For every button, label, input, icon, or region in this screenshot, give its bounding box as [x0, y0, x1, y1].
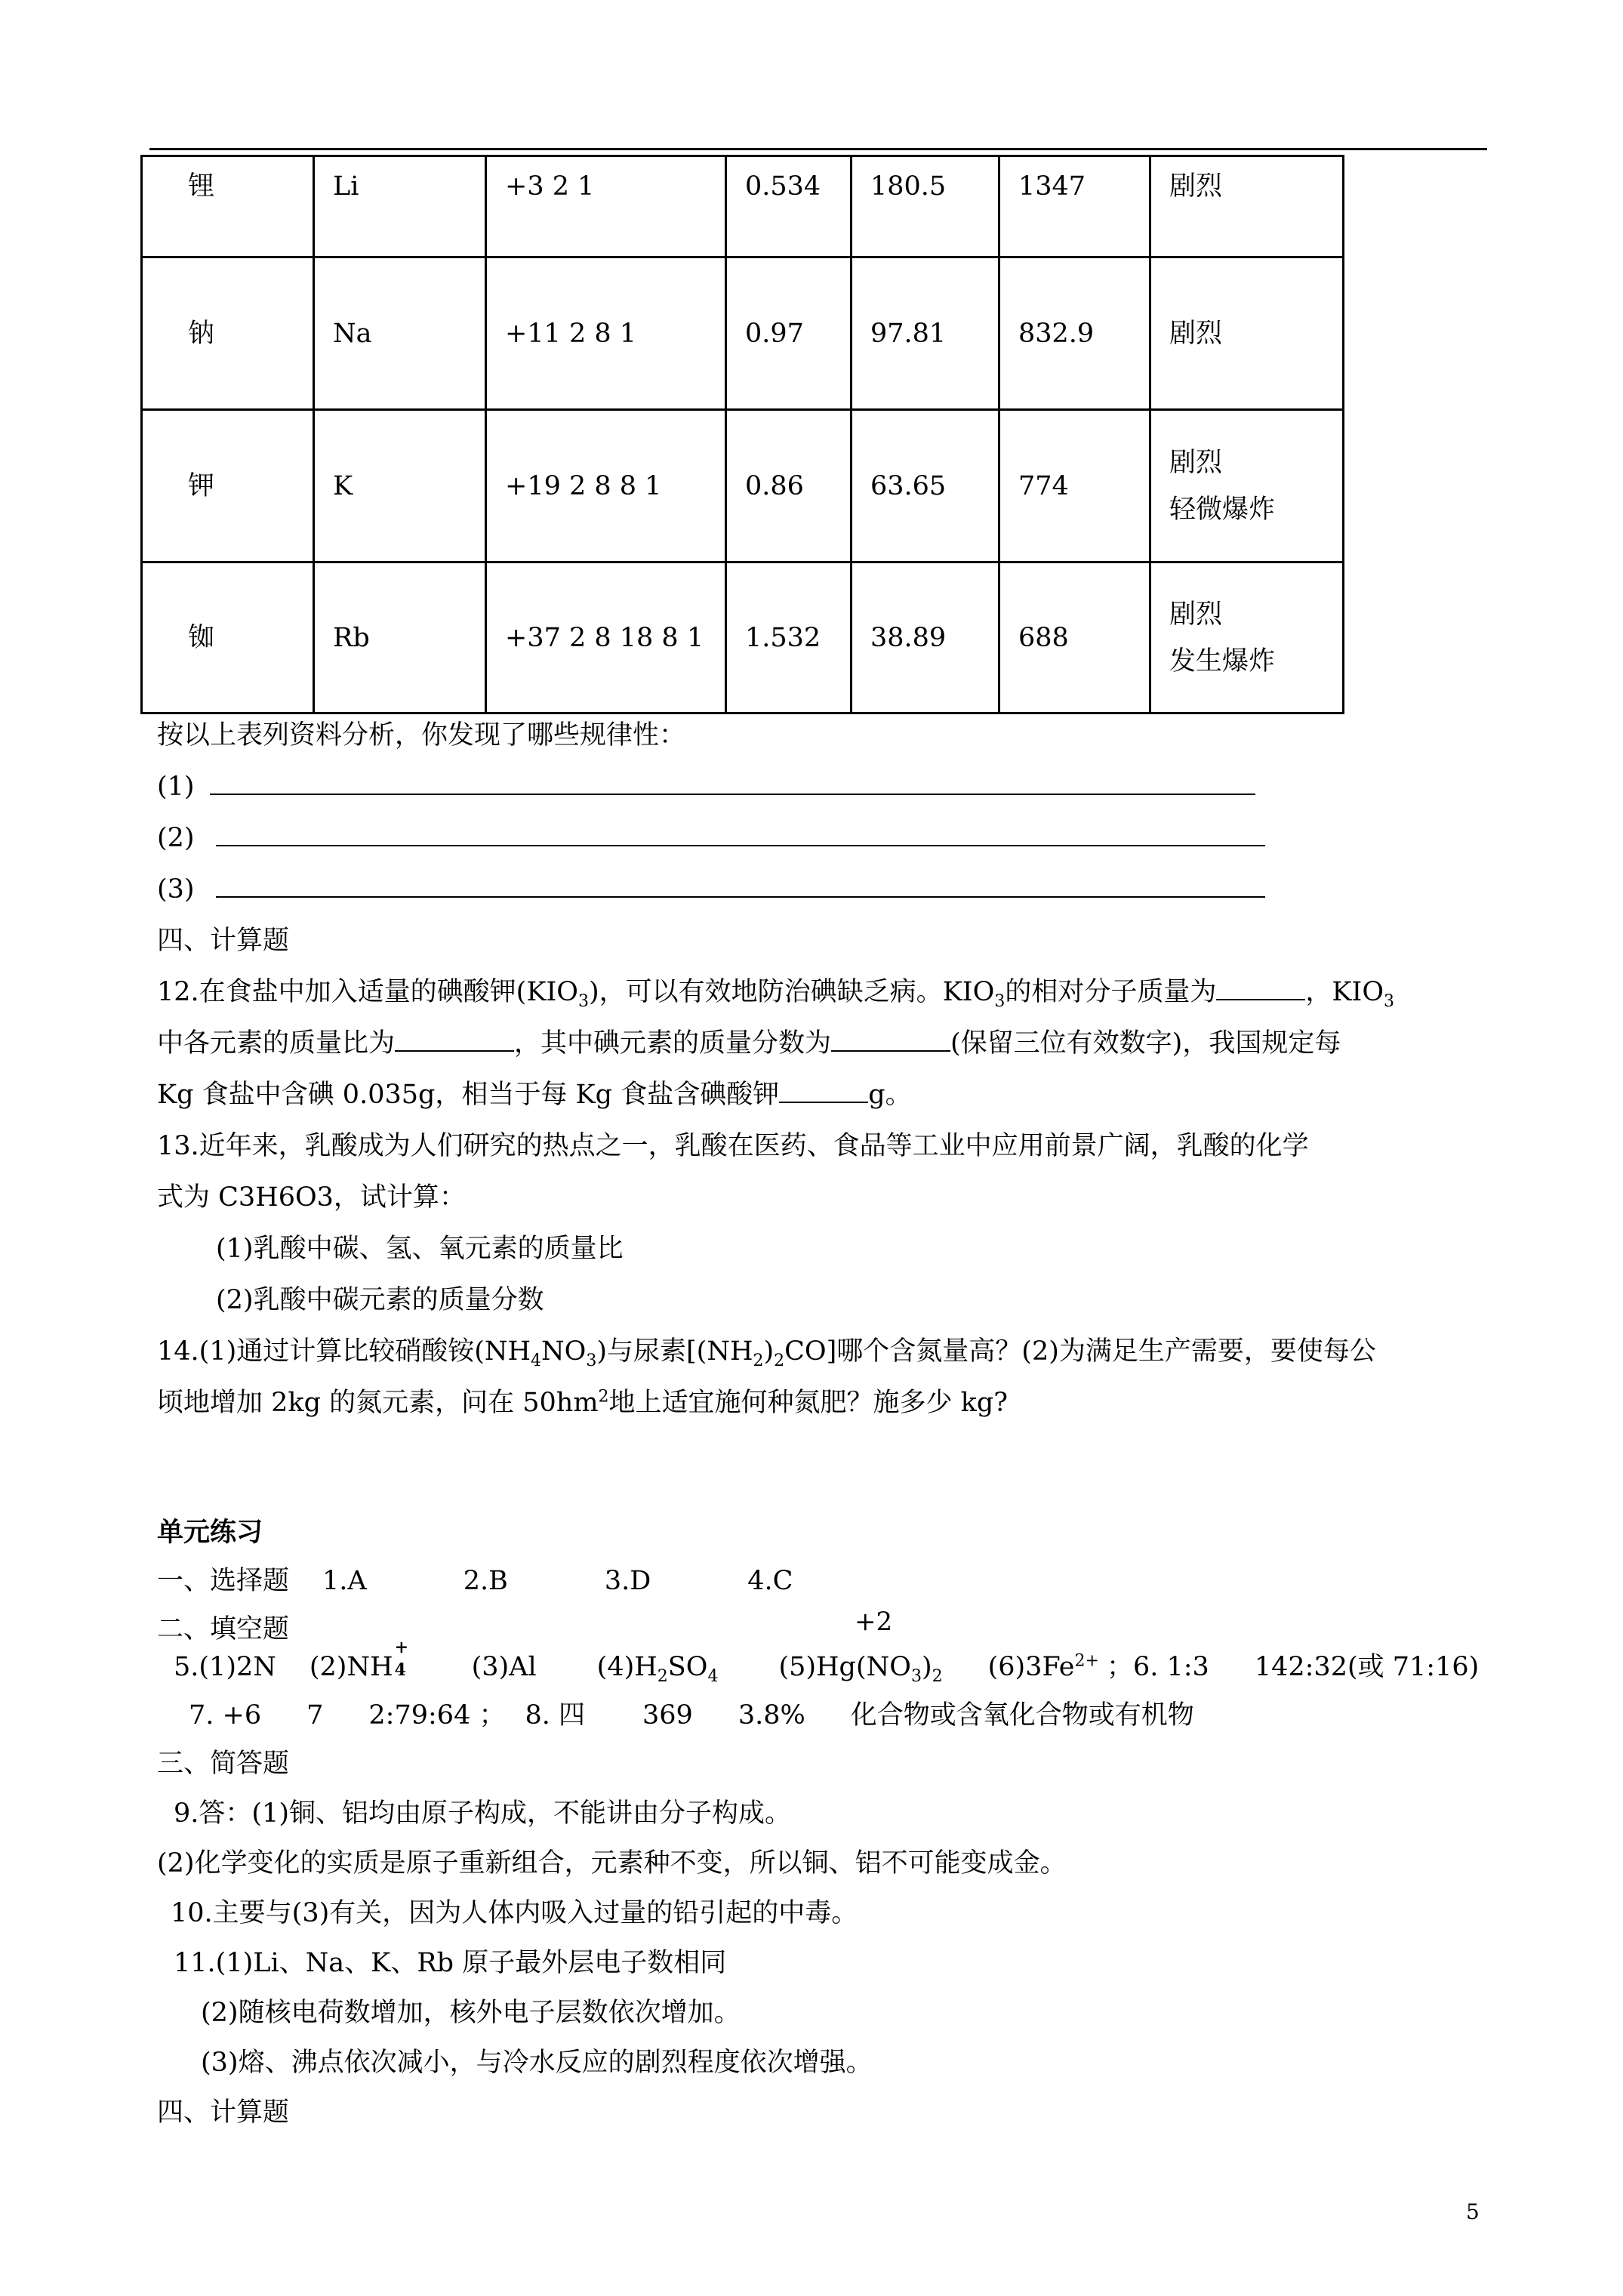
cell-symbol: Li	[314, 156, 486, 257]
reaction-text: 剧烈	[1169, 318, 1223, 349]
table-row	[142, 257, 1344, 410]
oxidation-state-mark: +2	[855, 1607, 893, 1637]
q12-line-3: Kg 食盐中含碘 0.035g，相当于每 Kg 食盐含碘酸钾 g。	[157, 1080, 912, 1110]
answer-11-1: 11.(1)Li、Na、K、Rb 原子最外层电子数相同	[174, 1948, 727, 1978]
q13-line-1: 13.近年来，乳酸成为人们研究的热点之一，乳酸在医药、食品等工业中应用前景广阔，乳酸的化学	[157, 1131, 1309, 1161]
page-number: 5	[1466, 2199, 1480, 2224]
answer-11-2: (2)随核电荷数增加，核外电子层数依次增加。	[201, 1998, 741, 2028]
cell-boiling: 832.9	[999, 257, 1150, 410]
header-rule	[149, 148, 1487, 150]
cell-name: 钠	[142, 257, 314, 410]
cell-reaction	[1150, 562, 1344, 713]
section-4-heading: 四、计算题	[157, 926, 290, 956]
q13-line-2: 式为 C3H6O3，试计算：	[157, 1182, 466, 1213]
cell-name: 铷	[142, 562, 314, 713]
cell-density: 0.86	[726, 410, 852, 562]
analysis-item-1: (1)	[157, 769, 1255, 805]
cell-density: 0.97	[726, 257, 852, 410]
cell-density: 0.534	[726, 156, 852, 257]
reaction-text: 轻微爆炸	[1169, 494, 1276, 525]
reaction-text: 剧烈	[1169, 599, 1223, 630]
cell-symbol: Rb	[314, 562, 486, 713]
cell-name: 钾	[142, 410, 314, 562]
answer-line-7: 7. +6 7 2:79:64 ； 8. 四 369 3.8% 化合物或含氧化合物或有机物	[189, 1700, 1194, 1730]
cell-structure: +37 2 8 18 8 1	[486, 562, 726, 713]
answer-10: 10.主要与(3)有关，因为人体内吸入过量的铅引起的中毒。	[171, 1898, 858, 1928]
analysis-prompt: 按以上表列资料分析，你发现了哪些规律性：	[157, 720, 686, 750]
answers-fill-label: 二、填空题	[157, 1614, 290, 1644]
cell-melting: 97.81	[852, 257, 999, 410]
cell-symbol: K	[314, 410, 486, 562]
cell-melting: 38.89	[852, 562, 999, 713]
q13-sub-2: (2)乳酸中碳元素的质量分数	[216, 1285, 544, 1315]
cell-melting: 63.65	[852, 410, 999, 562]
cell-melting: 180.5	[852, 156, 999, 257]
reaction-text: 发生爆炸	[1169, 646, 1276, 676]
q12-line-2: 中各元素的质量比为 ，其中碘元素的质量分数为 (保留三位有效数字)，我国规定每	[157, 1028, 1341, 1059]
answers-calc-label: 四、计算题	[157, 2097, 290, 2128]
answer-line-5: 5.(1)2N (2)NH + 4 (3)Al $(4)H_2SO_4$ $(5)Hg(NO_3)_2$ $(6)3Fe^{2+}$ ；6. 1:3 142:32(或 71:16)	[174, 1638, 1480, 1686]
alkali-metal-table	[140, 155, 1344, 714]
cell-boiling: 1347	[999, 156, 1150, 257]
cell-reaction	[1150, 410, 1344, 562]
cell-structure: +3 2 1	[486, 156, 726, 257]
table-row	[142, 562, 1344, 713]
cell-boiling: 688	[999, 562, 1150, 713]
analysis-item-2: (2)	[157, 820, 1265, 856]
answer-11-3: (3)熔、沸点依次减小，与冷水反应的剧烈程度依次增强。	[201, 2048, 873, 2078]
answer-9-1: 9.答：(1)铜、铝均由原子构成，不能讲由分子构成。	[174, 1798, 791, 1829]
answers-title: 单元练习	[157, 1517, 263, 1548]
cell-symbol: Na	[314, 257, 486, 410]
cell-name: 锂	[142, 156, 314, 257]
cell-structure: +19 2 8 8 1	[486, 410, 726, 562]
answers-choice: 一、选择题 1.A 2.B 3.D 4.C	[157, 1566, 793, 1596]
q14-line-1: 14.(1)通过计算比较硝酸铵$(NH_4NO_3)$与尿素$[(NH_2)_2CO]$哪个含氮量高？(2)为满足生产需要，要使每公	[157, 1336, 1376, 1370]
q12-line-1: 12.在食盐中加入适量的碘酸钾$(KIO_3)$，可以有效地防治碘缺乏病。$KIO_3$的相对分子质量为 ，$KIO_3$	[157, 977, 1395, 1011]
reaction-text: 剧烈	[1169, 447, 1223, 478]
table-row	[142, 410, 1344, 562]
cell-boiling: 774	[999, 410, 1150, 562]
cell-reaction	[1150, 156, 1344, 257]
cell-reaction	[1150, 257, 1344, 410]
q13-sub-1: (1)乳酸中碳、氢、氧元素的质量比	[216, 1234, 624, 1264]
q14-line-2: 顷地增加 2kg 的氮元素，问在 $50hm^2$地上适宜施何种氮肥？施多少 kg?	[157, 1387, 1009, 1418]
cell-structure: +11 2 8 1	[486, 257, 726, 410]
analysis-item-3: (3)	[157, 871, 1265, 908]
cell-density: 1.532	[726, 562, 852, 713]
answer-9-2: (2)化学变化的实质是原子重新组合，元素种不变，所以铜、铝不可能变成金。	[157, 1848, 1067, 1878]
answers-short-label: 三、简答题	[157, 1749, 290, 1779]
reaction-text: 剧烈	[1169, 171, 1223, 202]
table-row	[142, 156, 1344, 257]
